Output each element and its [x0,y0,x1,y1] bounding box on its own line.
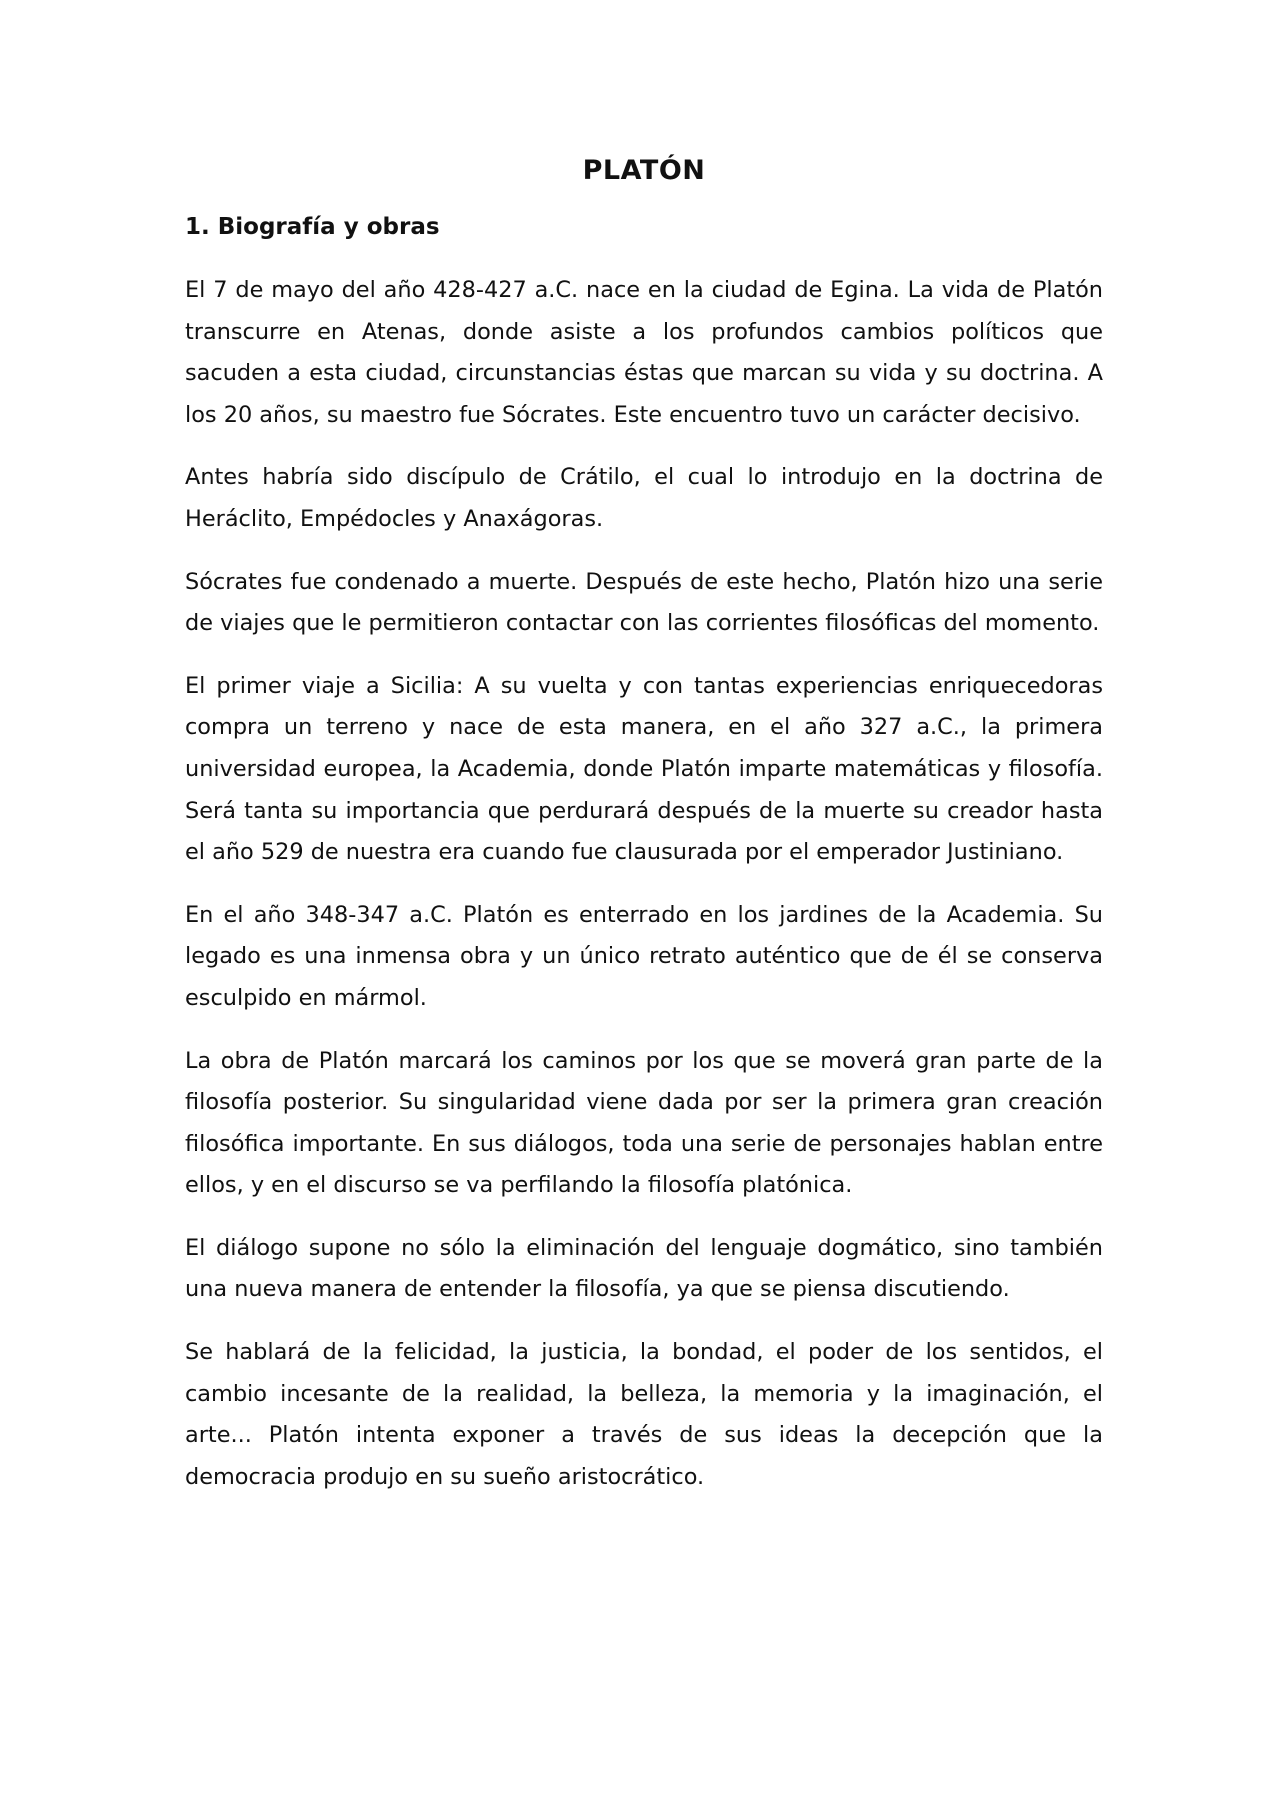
paragraph-1: El 7 de mayo del año 428-427 a.C. nace en la ciudad de Egina. La vida de Platón transcurre en Atenas, donde asiste a los profundos cambios políticos que sacuden a esta ciudad, circunstancias éstas que marcan su vida y su doctrina. A los 20 años, su maestro fue Sócrates. Este encuentro tuvo un carácter decisivo. [185,277,1103,428]
paragraph-2: Antes habría sido discípulo de Crátilo, el cual lo introdujo en la doctrina de Heráclito, Empédocles y Anaxágoras. [185,464,1103,532]
paragraph-6: La obra de Platón marcará los caminos por los que se moverá gran parte de la filosofía posterior. Su singularidad viene dada por ser la primera gran creación filosófica importante. En sus diálogos, toda una serie de personajes hablan entre ellos, y en el discurso se va perfilando la filosofía platónica. [185,1047,1103,1199]
document-body [185,150,1103,1519]
document-title: PLATÓN [582,155,706,186]
paragraph-8: Se hablará de la felicidad, la justicia, la bondad, el poder de los sentidos, el cambio incesante de la realidad, la belleza, la memoria y la imaginación, el arte... Platón intenta exponer a través de sus ideas la decepción que la democracia produjo en su sueño aristocrático. [185,1339,1103,1490]
paragraph-3: Sócrates fue condenado a muerte. Después de este hecho, Platón hizo una serie de viajes que le permitieron contactar con las corrientes filosóficas del momento. [185,568,1103,637]
section-heading: 1. Biografía y obras [185,214,440,240]
paragraph-7: El diálogo supone no sólo la eliminación del lenguaje dogmático, sino también una nueva manera de entender la filosofía, ya que se piensa discutiendo. [185,1234,1103,1303]
paragraph-4: El primer viaje a Sicilia: A su vuelta y con tantas experiencias enriquecedoras compra un terreno y nace de esta manera, en el año 327 a.C., la primera universidad europea, la Academia, donde Platón imparte matemáticas y filosofía. Será tanta su importancia que perdurará después de la muerte su creador hasta el año 529 de nuestra era cuando fue clausurada por el emperador Justiniano. [185,672,1103,866]
paragraph-5: En el año 348-347 a.C. Platón es enterrado en los jardines de la Academia. Su legado es una inmensa obra y un único retrato auténtico que de él se conserva esculpido en mármol. [185,901,1103,1011]
